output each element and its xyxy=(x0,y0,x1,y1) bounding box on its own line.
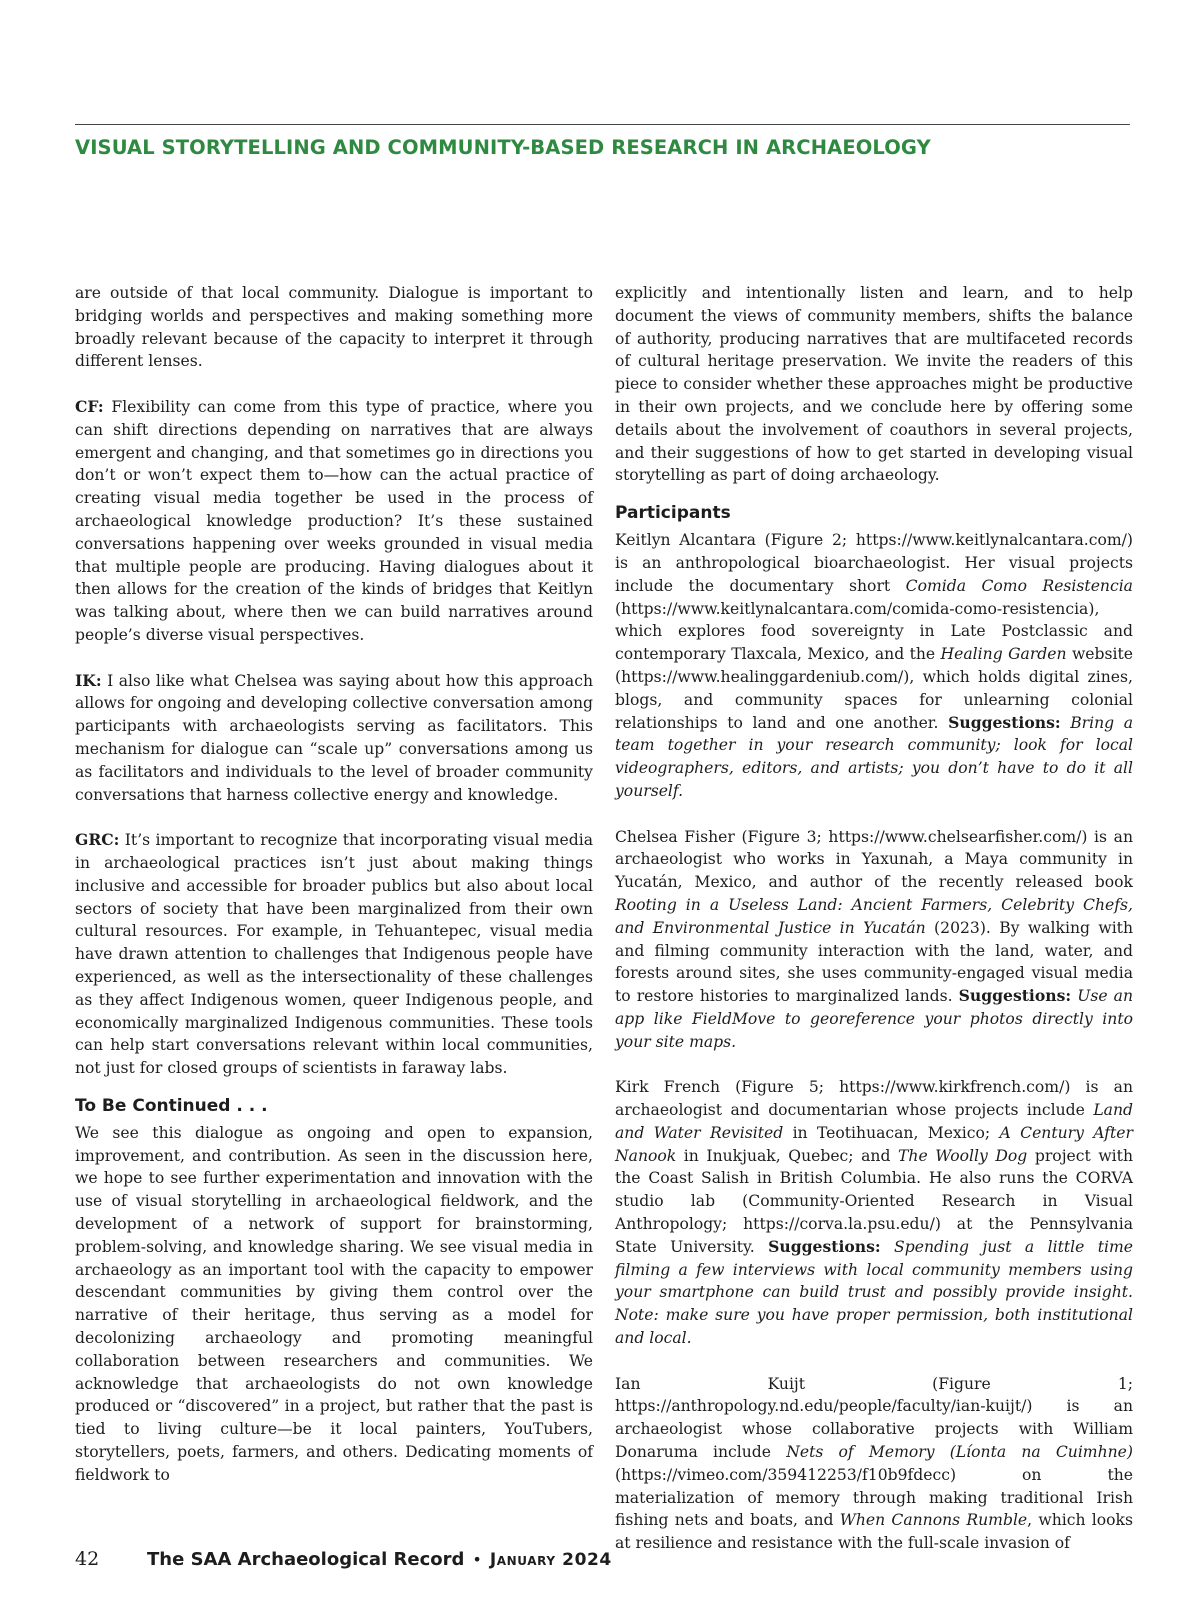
chelsea-suggestions-label: Suggestions: xyxy=(958,986,1072,1006)
section-heading-participants: Participants xyxy=(615,503,731,524)
participant-kirk xyxy=(615,1076,1133,1350)
paragraph-conclusion: explicitly and intentionally listen and learn, and to help document the views of community members, shifts the balance of authority, producing narratives that are multifaceted records of cultural heritage preservation. We invite the readers of this piece to consider whether these approaches might be productive in their own projects, and we conclude here by offering some details about the involvement of coauthors in several projects, and their suggestions of how to get started in developing visual storytelling as part of doing archaeology. xyxy=(615,284,1133,485)
speaker-ik: IK: xyxy=(75,670,102,690)
kirk-title-2: A Century After Nanook xyxy=(615,1123,1133,1165)
paragraph-cf-text: Flexibility can come from this type of practice, where you can shift directions depending on narratives that are always emergent and changing, and that sometimes go in directions you don’t or won’t expect them to—how can the actual practice of creating visual media together be used in the process of archaeological knowledge production? It’s these sustained conversations happening over weeks grounded in visual media that multiple people are producing. Having dialogues about it then allows for the creation of the kinds of bridges that Keitlyn was talking about, where then we can build narratives around people’s diverse visual perspectives. xyxy=(75,397,593,644)
ian-title-2: When Cannons Rumble xyxy=(839,1511,1028,1530)
keitlyn-text-1: Keitlyn Alcantara (Figure 2; https://www.keitlynalcantara.com/) is an anthropological bioarchaeologist. Her visual projects include the documentary short xyxy=(615,531,1133,595)
paragraph-ik xyxy=(75,670,593,807)
speaker-cf: CF: xyxy=(75,396,104,416)
participant-keitlyn xyxy=(615,529,1133,803)
paragraph-cf xyxy=(75,396,593,647)
section-heading-continued: To Be Continued . . . xyxy=(75,1095,268,1116)
header-rule xyxy=(75,124,1130,125)
keitlyn-suggestions-text: Bring a team together in your research community; look for local videographers, editors, and artists; you don’t have to do it all yourself. xyxy=(615,713,1133,800)
paragraph-intro: are outside of that local community. Dialogue is important to bridging worlds and perspectives and making something more broadly relevant because of the capacity to interpret it through different lenses. xyxy=(75,284,593,371)
ian-title-1: Nets of Memory (Líonta na Cuimhne) xyxy=(786,1443,1133,1462)
chelsea-title-1: Rooting in a Useless Land: Ancient Farmers, Celebrity Chefs, and Environmental Justice in Yucatán xyxy=(615,895,1133,937)
kirk-text-3: in Inukjuak, Quebec; and xyxy=(676,1146,899,1165)
page-footer xyxy=(75,1548,612,1570)
footer-bullet: • xyxy=(472,1550,482,1569)
keitlyn-text-2: (https://www.keitlynalcantara.com/comida-como-resistencia), which explores food sovereignty in Late Postclassic and contemporary Tlaxcala, Mexico, and the xyxy=(615,599,1133,664)
paragraph-grc xyxy=(75,829,593,1080)
kirk-text-2: in Teotihuacan, Mexico; xyxy=(783,1123,1000,1142)
paragraph-grc-text: It’s important to recognize that incorporating visual media in archaeological practices isn’t just about making things inclusive and accessible for broader publics but also about local sectors of society that have been marginalized from their own cultural resources. For example, in Tehuantepec, visual media have drawn attention to challenges that Indigenous people have experienced, as well as the intersectionality of these challenges as they affect Indigenous women, queer Indigenous people, and economically marginalized Indigenous communities. These tools can help start conversations relevant within local communities, not just for closed groups of scientists in faraway labs. xyxy=(75,831,593,1078)
keitlyn-title-1: Comida Como Resistencia xyxy=(905,576,1133,595)
kirk-title-1: Land and Water Revisited xyxy=(615,1101,1133,1142)
keitlyn-suggestions-label: Suggestions: xyxy=(948,712,1061,732)
keitlyn-title-2: Healing Garden xyxy=(940,645,1067,664)
chelsea-text-1: Chelsea Fisher (Figure 3; https://www.chelsearfisher.com/) is an archaeologist who works in Yaxunah, a Maya community in Yucatán, Mexico, and author of the recently released book xyxy=(615,827,1133,892)
ian-text-3: , which looks at resilience and resistance with the full-scale invasion of xyxy=(615,1511,1133,1553)
kirk-suggestions-text: Spending just a little time filming a few interviews with local community members using your smartphone can build trust and possibly provide insight. Note: make sure you have proper permission, both institutional and local. xyxy=(615,1237,1133,1348)
paragraph-ik-text: I also like what Chelsea was saying about how this approach allows for ongoing and developing collective conversation among participants with archaeologists serving as facilitators. This mechanism for dialogue can “scale up” conversations among us as facilitators and individuals to the level of broader community conversations that harness collective energy and knowledge. xyxy=(75,671,593,804)
chelsea-text-2: (2023). By walking with and filming community interaction with the land, water, and forests around sites, she uses community-engaged visual media to restore histories to marginalized lands. xyxy=(615,918,1133,1006)
right-column xyxy=(615,282,1133,1555)
kirk-title-3: The Woolly Dog xyxy=(898,1146,1028,1165)
chelsea-suggestions-text: Use an app like FieldMove to georeference your photos directly into your site maps. xyxy=(615,987,1133,1051)
page-number: 42 xyxy=(75,1548,100,1570)
ian-text-2: (https://vimeo.com/359412253/f10b9fdecc) on the materialization of memory through making traditional Irish fishing nets and boats, and xyxy=(615,1465,1133,1530)
left-column xyxy=(75,282,593,1487)
issue-date: January 2024 xyxy=(489,1550,612,1570)
kirk-text-1: Kirk French (Figure 5; https://www.kirkfrench.com/) is an archaeologist and documentarian whose projects include xyxy=(615,1078,1133,1120)
keitlyn-text-3: website (https://www.healinggardeniub.com/), which holds digital zines, blogs, and community spaces for unlearning colonial relationships to land and one another. xyxy=(615,645,1133,732)
running-head: VISUAL STORYTELLING AND COMMUNITY-BASED RESEARCH IN ARCHAEOLOGY xyxy=(75,136,931,159)
paragraph-continued: We see this dialogue as ongoing and open to expansion, improvement, and contribution. As seen in the discussion here, we hope to see further experimentation and innovation with the use of visual storytelling in archaeological fieldwork, and the development of a network of support for brainstorming, problem-solving, and knowledge sharing. We see visual media in archaeology as an important tool with the capacity to empower descendant communities by giving them control over the narrative of their heritage, thus serving as a model for decolonizing archaeology and promoting meaningful collaboration between researchers and communities. We acknowledge that archaeologists do not own knowledge produced or “discovered” in a project, but rather that the past is tied to living culture—be it local painters, YouTubers, storytellers, poets, farmers, and others. Dedicating moments of fieldwork to xyxy=(75,1123,593,1484)
participant-chelsea xyxy=(615,826,1133,1054)
kirk-suggestions-label: Suggestions: xyxy=(768,1236,881,1256)
speaker-grc: GRC: xyxy=(75,830,120,850)
participant-ian xyxy=(615,1373,1133,1555)
kirk-text-4: project with the Coast Salish in British Columbia. He also runs the CORVA studio lab (Community-Oriented Research in Visual Anthropology; https://corva.la.psu.edu/) at the Pennsylvania State University. xyxy=(615,1146,1133,1256)
ian-text-1: Ian Kuijt (Figure 1; https://anthropology.nd.edu/people/faculty/ian-kuijt/) is an archaeologist whose collaborative projects with William Donaruma include xyxy=(615,1374,1133,1462)
journal-title: The SAA Archaeological Record xyxy=(147,1549,465,1570)
